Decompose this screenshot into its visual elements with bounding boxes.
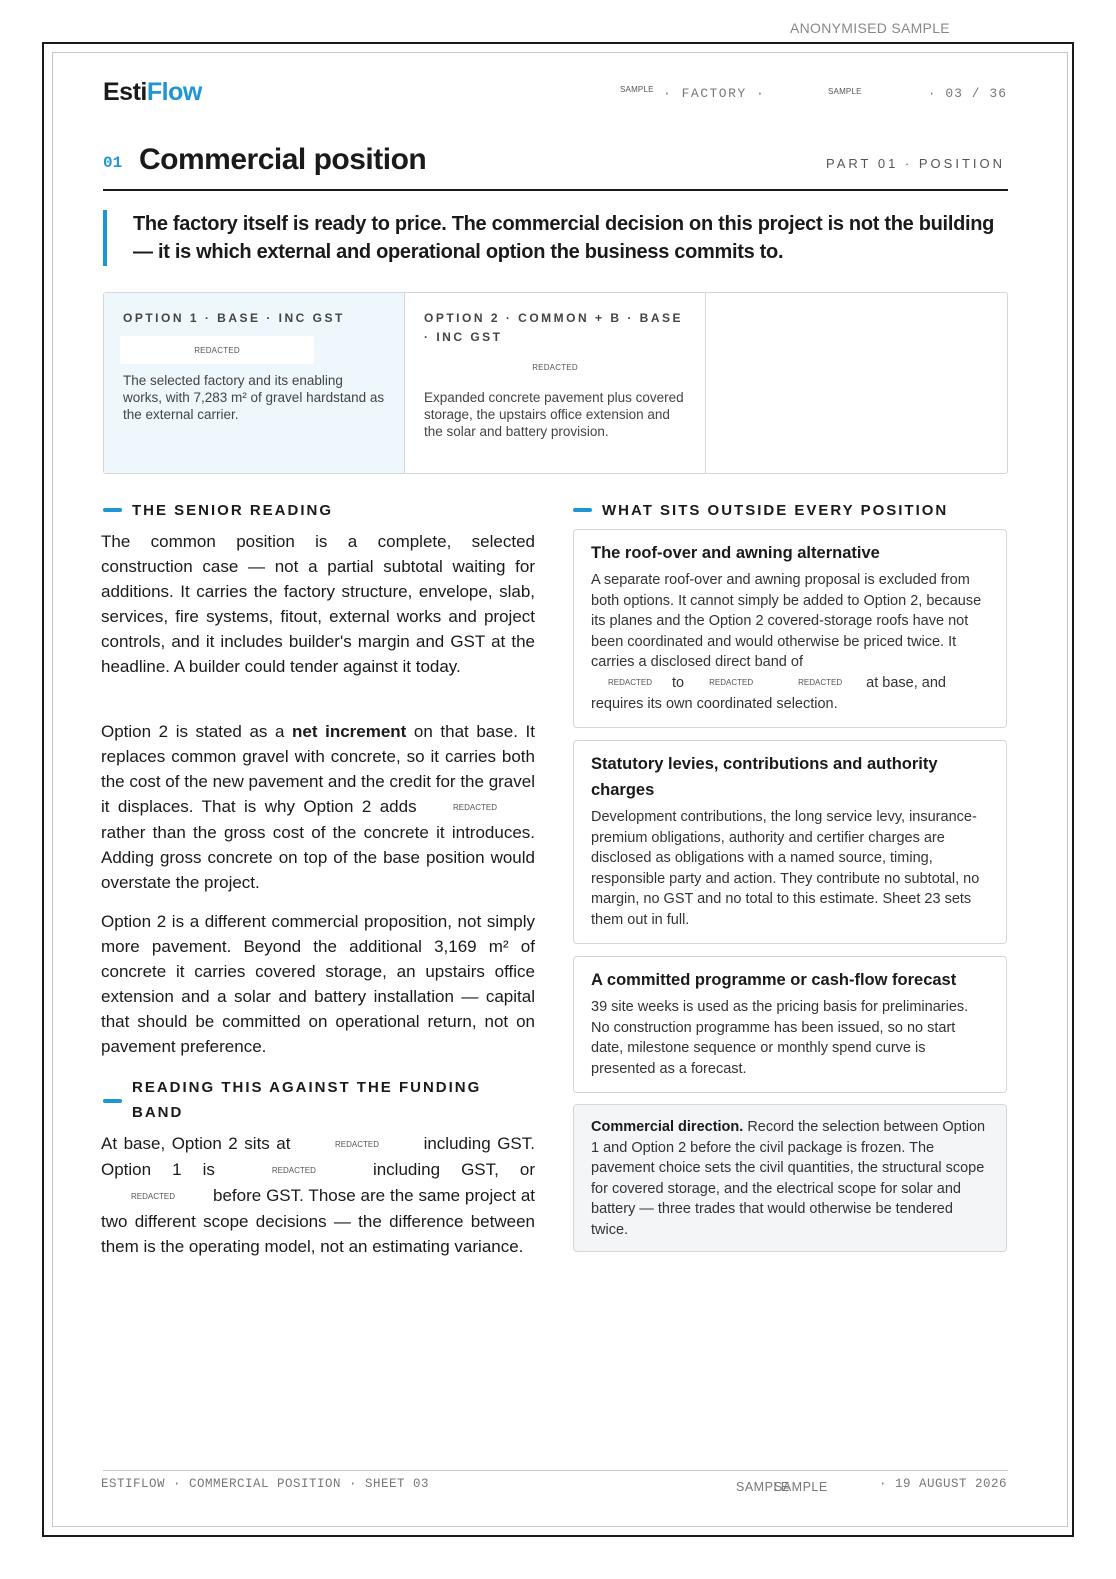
redacted-value: REDACTED: [271, 1166, 316, 1176]
kicker-bar: [573, 508, 592, 512]
logo-part-a: Esti: [103, 78, 147, 106]
option-1-heading: OPTION 1 · BASE · INC GST: [123, 311, 345, 325]
redacted-value: REDACTED: [709, 677, 754, 687]
title-rule: [103, 189, 1008, 191]
card-statutory-levies: Statutory levies, contributions and authority charges Development contributions, the long service levy, insurance-premium obligations, authority and certifier charges are disclosed as obligations with a named source, timing, responsible party and action. They contribute no subtotal, no margin, no GST and no total to this estimate. Sheet 23 sets them out in full.: [573, 740, 1007, 944]
option-2-heading: OPTION 2 · COMMON + B · BASE · INC GST: [424, 311, 684, 344]
kicker-funding-band: READING THIS AGAINST THE FUNDING BAND: [103, 1075, 543, 1125]
direction-lead: Commercial direction.: [591, 1119, 744, 1135]
footer-date: · 19 AUGUST 2026: [878, 1477, 1007, 1491]
funding-band-paragraph: At base, Option 2 sits at REDACTED including GST. Option 1 is REDACTED including GST, or REDACTED before GST. Those are the same project at two different scope decisions — the difference between them is the operating model, not an estimating variance.: [101, 1134, 536, 1257]
card-commercial-direction: Commercial direction. Record the selection between Option 1 and Option 2 before the civil package is frozen. The pavement choice sets the civil quantities, the structural scope for covered storage, and the electrical scope for solar and battery — three trades that would otherwise be tendered twice.: [573, 1104, 1007, 1252]
option-2-value: REDACTED: [532, 362, 578, 372]
footer-sample-tag: SAMPLE: [736, 1480, 790, 1494]
footer-sample-tag-2: SAMPLE: [774, 1480, 828, 1494]
page-number: · 03 / 36: [927, 86, 1007, 101]
senior-reading-p2: Option 2 is stated as a net increment on that base. It replaces common gravel with concrete, so it carries both the cost of the new pavement and the credit for the gravel it displaces. That is why Option 2 adds REDACTEDrather than the gross cost of the concrete it introduces. Adding gross concrete on top of the base position would overstate the project.: [101, 722, 535, 893]
card-title: A committed programme or cash-flow forecast: [591, 971, 957, 989]
option-1-description: The selected factory and its enabling works, with 7,283 m² of gravel hardstand as the external carrier.: [123, 373, 385, 422]
redacted-value: REDACTED: [798, 677, 843, 687]
card-programme-forecast: A committed programme or cash-flow forecast 39 site weeks is used as the pricing basis for preliminaries. No construction programme has been issued, so no start date, milestone sequence or monthly spend curve is presented as a forecast.: [573, 956, 1007, 1093]
redacted-value: REDACTED: [131, 1192, 176, 1202]
redacted-value: REDACTED: [608, 677, 653, 687]
redacted-value: REDACTED: [335, 1140, 380, 1150]
page-title: Commercial position: [139, 143, 427, 176]
anonymised-watermark: ANONYMISED SAMPLE: [790, 20, 950, 36]
redacted-value: REDACTED: [453, 803, 498, 813]
footer-rule: [103, 1470, 1008, 1471]
card-title: The roof-over and awning alternative: [591, 544, 880, 562]
brand-logo: [103, 78, 202, 107]
senior-reading-p3: Option 2 is a different commercial proposition, not simply more pavement. Beyond the additional 3,169 m² of concrete it carries covered storage, an upstairs office extension and a solar and battery installation — capital that should be committed on operational return, not on pavement preference.: [101, 912, 535, 1056]
section-number: 01: [103, 154, 123, 172]
card-title: Statutory levies, contributions and authority charges: [591, 755, 938, 799]
options-panel: [103, 292, 1008, 474]
lede-quote: The factory itself is ready to price. The commercial decision on this project is not the building — it is which external and operational option the business commits to.: [103, 210, 1013, 266]
option-1-card: [104, 293, 405, 473]
option-3-empty: [706, 293, 1007, 473]
section-part-label: PART 01 · POSITION: [826, 156, 1005, 171]
header-factory-label: · FACTORY ·: [663, 86, 766, 101]
footer-left: ESTIFLOW · COMMERCIAL POSITION · SHEET 03: [101, 1477, 430, 1491]
logo-part-b: Flow: [146, 78, 202, 106]
kicker-senior-reading: THE SENIOR READING: [103, 498, 543, 523]
card-roof-over: The roof-over and awning alternative A separate roof-over and awning proposal is excluded from both options. It cannot simply be added to Option 2, because its planes and the Option 2 covered-storage roofs have not been coordinated and would otherwise be priced twice. It carries a disclosed direct band of REDACTED to REDACTED REDACTED at base, and requires its own coordinated selection.: [573, 529, 1007, 728]
kicker-bar: [103, 1099, 122, 1103]
senior-reading-p1: The common position is a complete, selected construction case — not a partial subtotal waiting for additions. It carries the factory structure, envelope, slab, services, fire systems, fitout, external works and project controls, and it includes builder's margin and GST at the headline. A builder could tender against it today.: [101, 532, 535, 676]
header-sample-tag: SAMPLE: [620, 85, 654, 94]
option-1-value: REDACTED: [120, 336, 314, 364]
header-sample-tag-2: SAMPLE: [828, 87, 862, 96]
kicker-bar: [103, 508, 122, 512]
option-2-card: [405, 293, 706, 473]
kicker-outside-position: WHAT SITS OUTSIDE EVERY POSITION: [573, 498, 1013, 523]
option-2-description: Expanded concrete pavement plus covered storage, the upstairs office extension and the solar and battery provision.: [424, 390, 684, 439]
